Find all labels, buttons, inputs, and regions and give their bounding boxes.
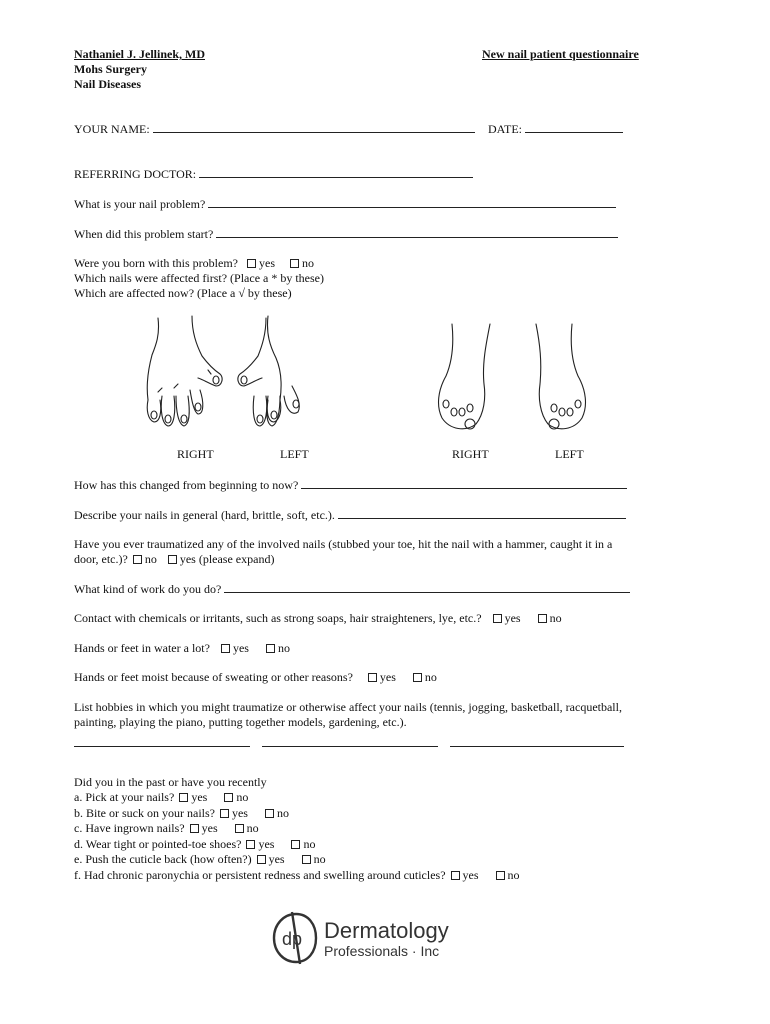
water-yes-checkbox[interactable]: [221, 644, 230, 653]
trauma-no-label: no: [144, 552, 157, 566]
moist-no-label: no: [424, 670, 437, 684]
changed-input[interactable]: [301, 477, 627, 489]
work-label: What kind of work do you do?: [74, 582, 222, 596]
describe-row: [74, 507, 626, 523]
moist-no-checkbox[interactable]: [413, 673, 422, 682]
your-name-label: YOUR NAME:: [74, 122, 150, 136]
logo-monogram: dp: [282, 929, 303, 949]
logo-line1: Dermatology: [324, 918, 449, 943]
past-c-yes-checkbox[interactable]: [190, 824, 199, 833]
hobby-input-2[interactable]: [262, 746, 438, 747]
past-item-text: e. Push the cuticle back (how often?): [74, 852, 252, 866]
trauma-row: [74, 552, 274, 567]
left-foot-illustration[interactable]: [536, 324, 585, 429]
work-row: [74, 581, 630, 597]
water-no-label: no: [277, 641, 290, 655]
past-b-no-checkbox[interactable]: [265, 809, 274, 818]
past-item-f: [74, 868, 520, 883]
born-question: Were you born with this problem?: [74, 256, 238, 270]
moist-yes-label: yes: [379, 670, 396, 684]
changed-label: How has this changed from beginning to now?: [74, 478, 299, 492]
born-no-label: no: [302, 256, 314, 270]
problem-start-label: When did this problem start?: [74, 227, 214, 241]
date-label: DATE:: [488, 122, 522, 136]
describe-input[interactable]: [338, 507, 626, 519]
left-hand-illustration[interactable]: [238, 316, 299, 426]
past-item-e: [74, 852, 326, 867]
form-title: New nail patient questionnaire: [482, 47, 639, 61]
your-name-input[interactable]: [153, 121, 475, 133]
nail-problem-input[interactable]: [208, 196, 616, 208]
past-f-yes-checkbox[interactable]: [451, 871, 460, 880]
past-no-label: no: [507, 868, 520, 882]
moist-label: Hands or feet moist because of sweating or other reasons?: [74, 670, 353, 684]
chemicals-label: Contact with chemicals or irritants, such as strong soaps, hair straighteners, lye, etc.?: [74, 611, 482, 625]
chemicals-yes-label: yes: [504, 611, 521, 625]
doctor-name: Nathaniel J. Jellinek, MD: [74, 47, 205, 61]
past-no-label: no: [246, 821, 259, 835]
past-d-yes-checkbox[interactable]: [246, 840, 255, 849]
affected-now-text: Which are affected now? (Place a √ by these): [74, 286, 292, 300]
trauma-yes-checkbox[interactable]: [168, 555, 177, 564]
past-yes-label: yes: [268, 852, 285, 866]
date-field-row: [488, 121, 623, 137]
dermatology-professionals-logo: [262, 908, 492, 968]
past-item-text: f. Had chronic paronychia or persistent redness and swelling around cuticles?: [74, 868, 446, 882]
right-foot-label: RIGHT: [452, 447, 489, 461]
hobby-input-1[interactable]: [74, 746, 250, 747]
water-no-checkbox[interactable]: [266, 644, 275, 653]
past-b-yes-checkbox[interactable]: [220, 809, 229, 818]
moist-row: [74, 670, 437, 685]
past-item-c: [74, 821, 259, 836]
trauma-no-checkbox[interactable]: [133, 555, 142, 564]
past-c-no-checkbox[interactable]: [235, 824, 244, 833]
past-a-yes-checkbox[interactable]: [179, 793, 188, 802]
hobbies-question-line2: painting, playing the piano, putting together models, gardening, etc.).: [74, 715, 407, 729]
left-hand-label: LEFT: [280, 447, 309, 461]
past-yes-label: yes: [462, 868, 479, 882]
chemicals-row: [74, 611, 562, 626]
referring-doctor-label: REFERRING DOCTOR:: [74, 167, 197, 181]
describe-label: Describe your nails in general (hard, brittle, soft, etc.).: [74, 508, 335, 522]
problem-start-input[interactable]: [216, 226, 618, 238]
work-input[interactable]: [224, 581, 630, 593]
name-field-row: [74, 121, 475, 137]
moist-yes-checkbox[interactable]: [368, 673, 377, 682]
changed-row: [74, 477, 627, 493]
past-item-text: b. Bite or suck on your nails?: [74, 806, 215, 820]
referring-doctor-input[interactable]: [199, 166, 473, 178]
past-e-no-checkbox[interactable]: [302, 855, 311, 864]
born-yes-label: yes: [259, 256, 275, 270]
past-item-d: [74, 837, 315, 852]
past-yes-label: yes: [231, 806, 248, 820]
trauma-yes-label: yes (please expand): [179, 552, 275, 566]
past-no-label: no: [236, 790, 249, 804]
specialty-nail: Nail Diseases: [74, 77, 141, 91]
past-f-no-checkbox[interactable]: [496, 871, 505, 880]
past-no-label: no: [303, 837, 316, 851]
logo-line2: Professionals · Inc: [324, 943, 440, 959]
water-label: Hands or feet in water a lot?: [74, 641, 210, 655]
water-row: [74, 641, 290, 656]
chemicals-no-label: no: [549, 611, 562, 625]
hobby-input-3[interactable]: [450, 746, 624, 747]
past-e-yes-checkbox[interactable]: [257, 855, 266, 864]
trauma-question-line1: Have you ever traumatized any of the involved nails (stubbed your toe, hit the nail with a hammer, caught it in a: [74, 537, 613, 551]
chemicals-no-checkbox[interactable]: [538, 614, 547, 623]
past-item-a: [74, 790, 248, 805]
past-intro: Did you in the past or have you recently: [74, 775, 267, 789]
chemicals-yes-checkbox[interactable]: [493, 614, 502, 623]
left-foot-label: LEFT: [555, 447, 584, 461]
affected-first-text: Which nails were affected first? (Place a * by these): [74, 271, 324, 285]
past-yes-label: yes: [191, 790, 208, 804]
nail-diagram: [0, 300, 770, 440]
problem-start-row: [74, 226, 618, 242]
past-a-no-checkbox[interactable]: [224, 793, 233, 802]
born-yes-checkbox[interactable]: [247, 259, 256, 268]
specialty-mohs: Mohs Surgery: [74, 62, 147, 76]
trauma-question-line2: door, etc.)?: [74, 552, 128, 566]
hobbies-question-line1: List hobbies in which you might traumatize or otherwise affect your nails (tennis, jogging, basketball, racquetball,: [74, 700, 622, 714]
past-item-text: a. Pick at your nails?: [74, 790, 175, 804]
born-row: [74, 256, 314, 271]
right-hand-illustration[interactable]: [147, 316, 222, 426]
date-input[interactable]: [525, 121, 623, 133]
right-foot-illustration[interactable]: [439, 324, 490, 429]
right-hand-label: RIGHT: [177, 447, 214, 461]
born-no-checkbox[interactable]: [290, 259, 299, 268]
past-item-text: c. Have ingrown nails?: [74, 821, 185, 835]
past-d-no-checkbox[interactable]: [291, 840, 300, 849]
nail-problem-row: [74, 196, 616, 212]
past-yes-label: yes: [201, 821, 218, 835]
past-no-label: no: [313, 852, 326, 866]
past-no-label: no: [276, 806, 289, 820]
water-yes-label: yes: [232, 641, 249, 655]
past-item-b: [74, 806, 289, 821]
past-yes-label: yes: [258, 837, 275, 851]
past-item-text: d. Wear tight or pointed-toe shoes?: [74, 837, 242, 851]
nail-problem-label: What is your nail problem?: [74, 197, 206, 211]
referring-doctor-row: [74, 166, 473, 182]
